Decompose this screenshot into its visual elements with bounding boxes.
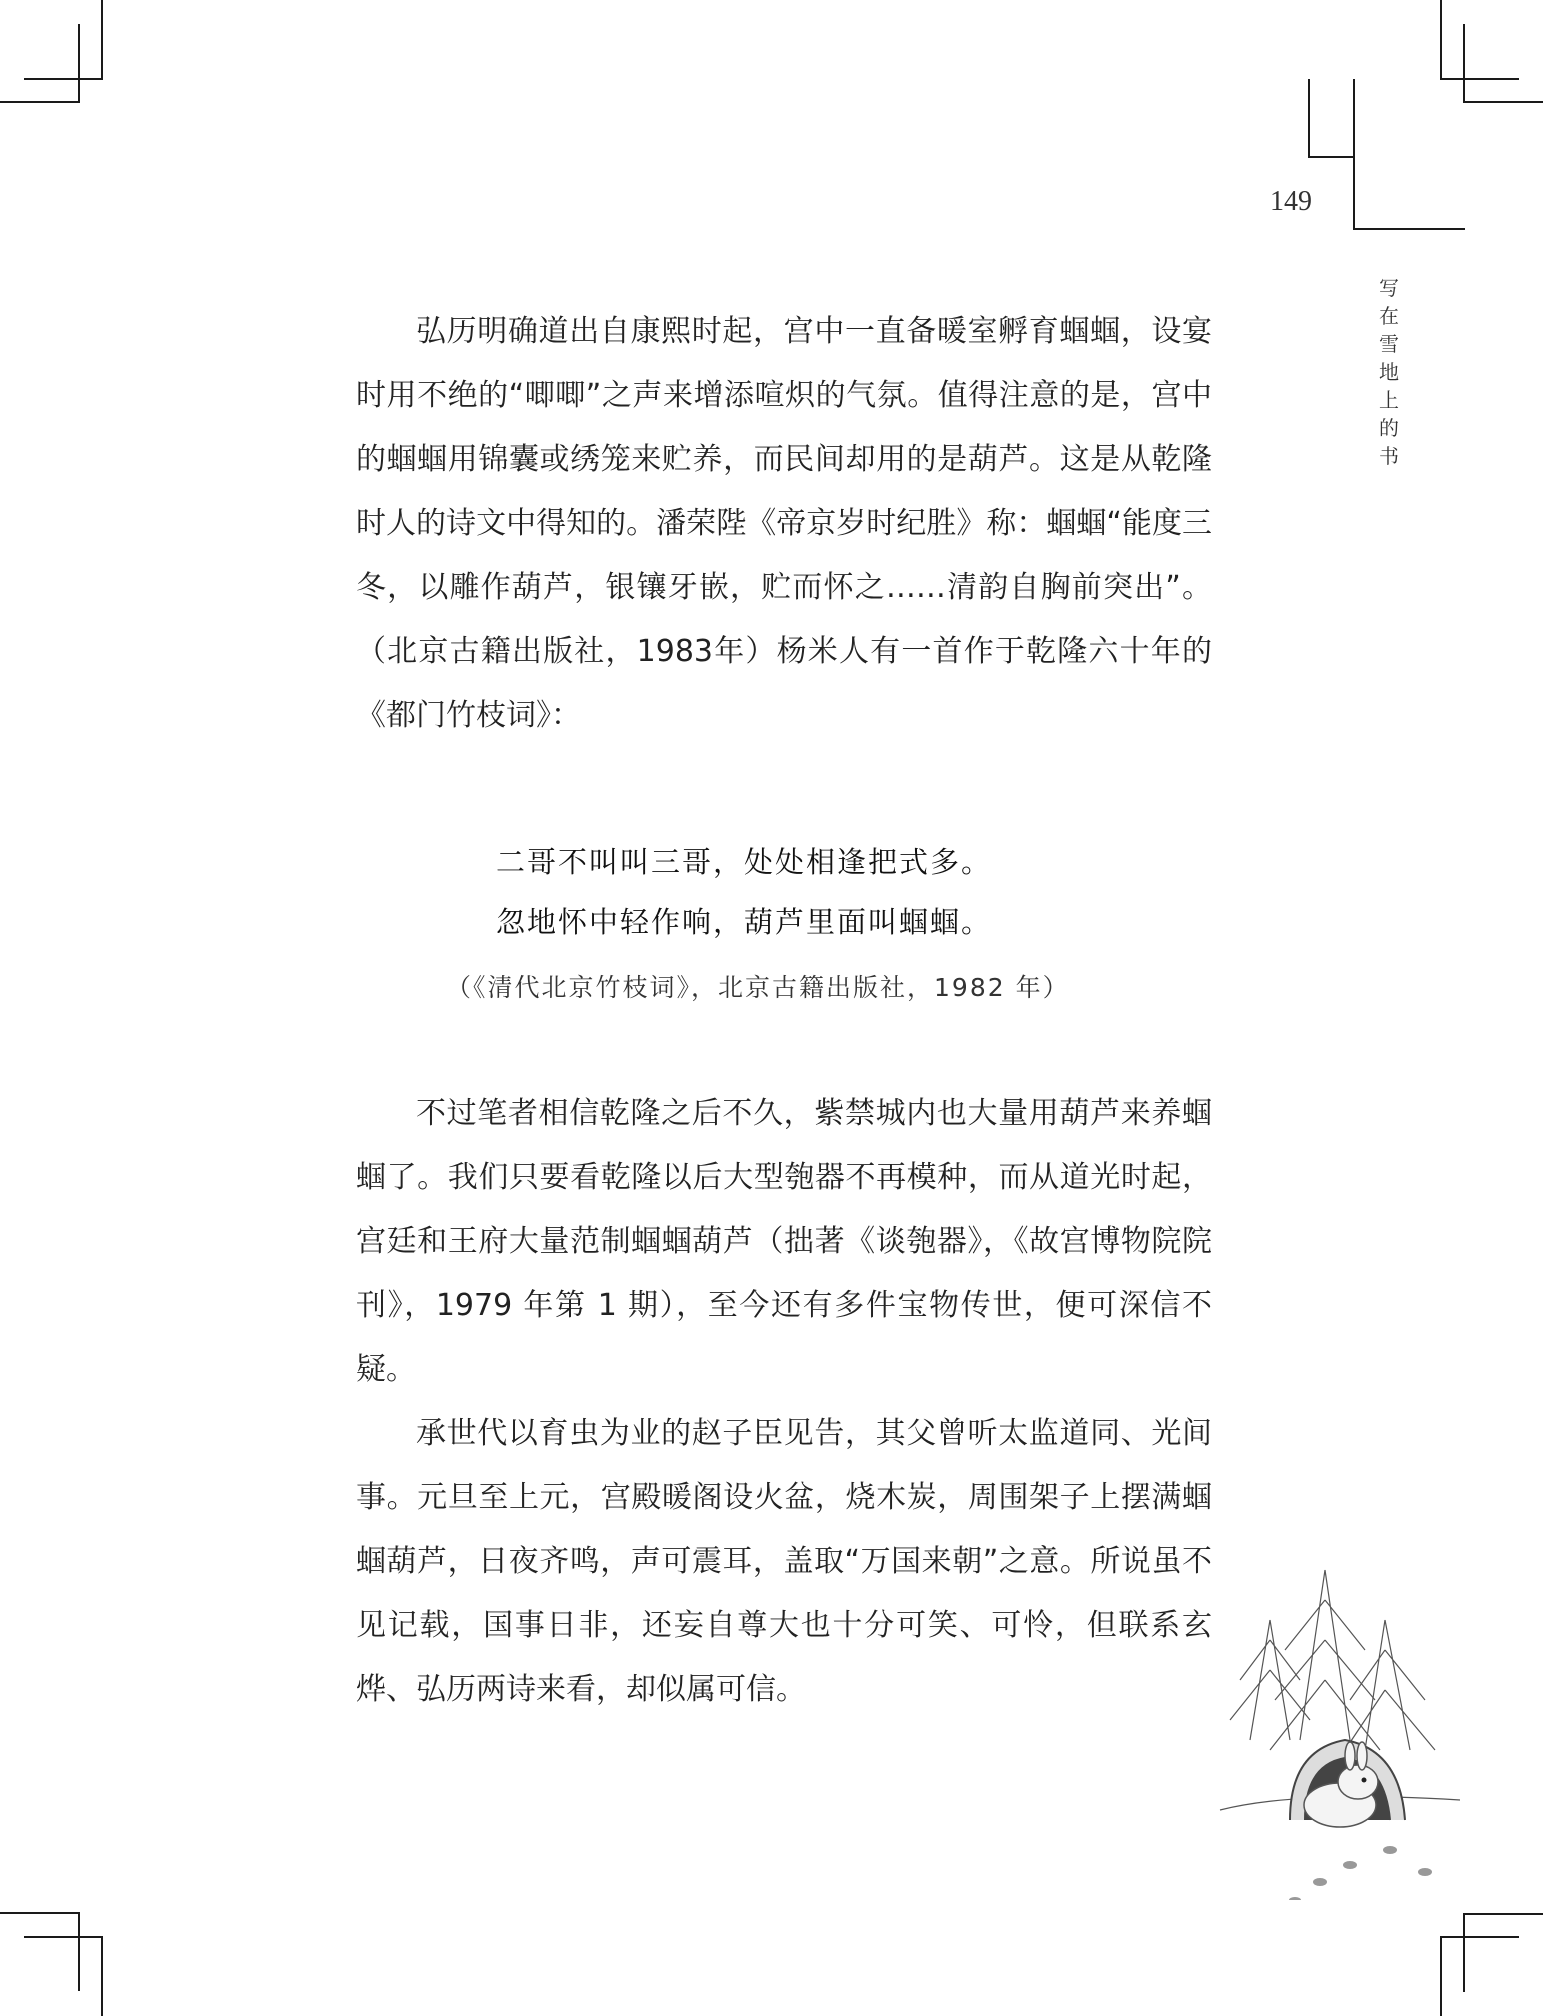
poem-citation: （《清代北京竹枝词》，北京古籍出版社，1982 年） xyxy=(446,973,1070,1002)
body-section-1 xyxy=(356,300,1212,748)
body-section-2 xyxy=(356,1082,1212,1722)
poem-line: 忽地怀中轻作响，葫芦里面叫蝈蝈。 xyxy=(496,905,993,939)
poem-line: 二哥不叫叫三哥，处处相逢把式多。 xyxy=(496,845,993,879)
rabbit-illustration xyxy=(1200,1560,1520,1900)
paragraph: 承世代以育虫为业的赵子臣见告，其父曾听太监道同、光间事。元旦至上元，宫殿暖阁设火盆，烧木炭，周围架子上摆满蝈蝈葫芦，日夜齐鸣，声可震耳，盖取“万国来朝”之意。所说虽不见记载，国事日非，还妄自尊大也十分可笑、可怜，但联系玄烨、弘历两诗来看，却似属可信。 xyxy=(356,1416,1212,1707)
paragraph: 弘历明确道出自康熙时起，宫中一直备暖室孵育蝈蝈，设宴时用不绝的“唧唧”之声来增添喧炽的气氛。值得注意的是，宫中的蝈蝈用锦囊或绣笼来贮养，而民间却用的是葫芦。这是从乾隆时人的诗文中得知的。潘荣陛《帝京岁时纪胜》称：蝈蝈“能度三冬，以雕作葫芦，银镶牙嵌，贮而怀之……清韵自胸前突出”。（北京古籍出版社，1983年）杨米人有一首作于乾隆六十年的《都门竹枝词》： xyxy=(356,314,1212,733)
running-head: 写在雪地上的书 xyxy=(1379,276,1399,468)
page-number: 149 xyxy=(1270,186,1312,217)
quoted-poem xyxy=(496,832,1196,952)
rabbit-sketch-icon xyxy=(1200,1560,1520,1900)
paragraph: 不过笔者相信乾隆之后不久，紫禁城内也大量用葫芦来养蝈蝈了。我们只要看乾隆以后大型匏器不再模种，而从道光时起，宫廷和王府大量范制蝈蝈葫芦（拙著《谈匏器》，《故宫博物院院刊》，1979 年第 1 期），至今还有多件宝物传世，便可深信不疑。 xyxy=(356,1096,1212,1387)
